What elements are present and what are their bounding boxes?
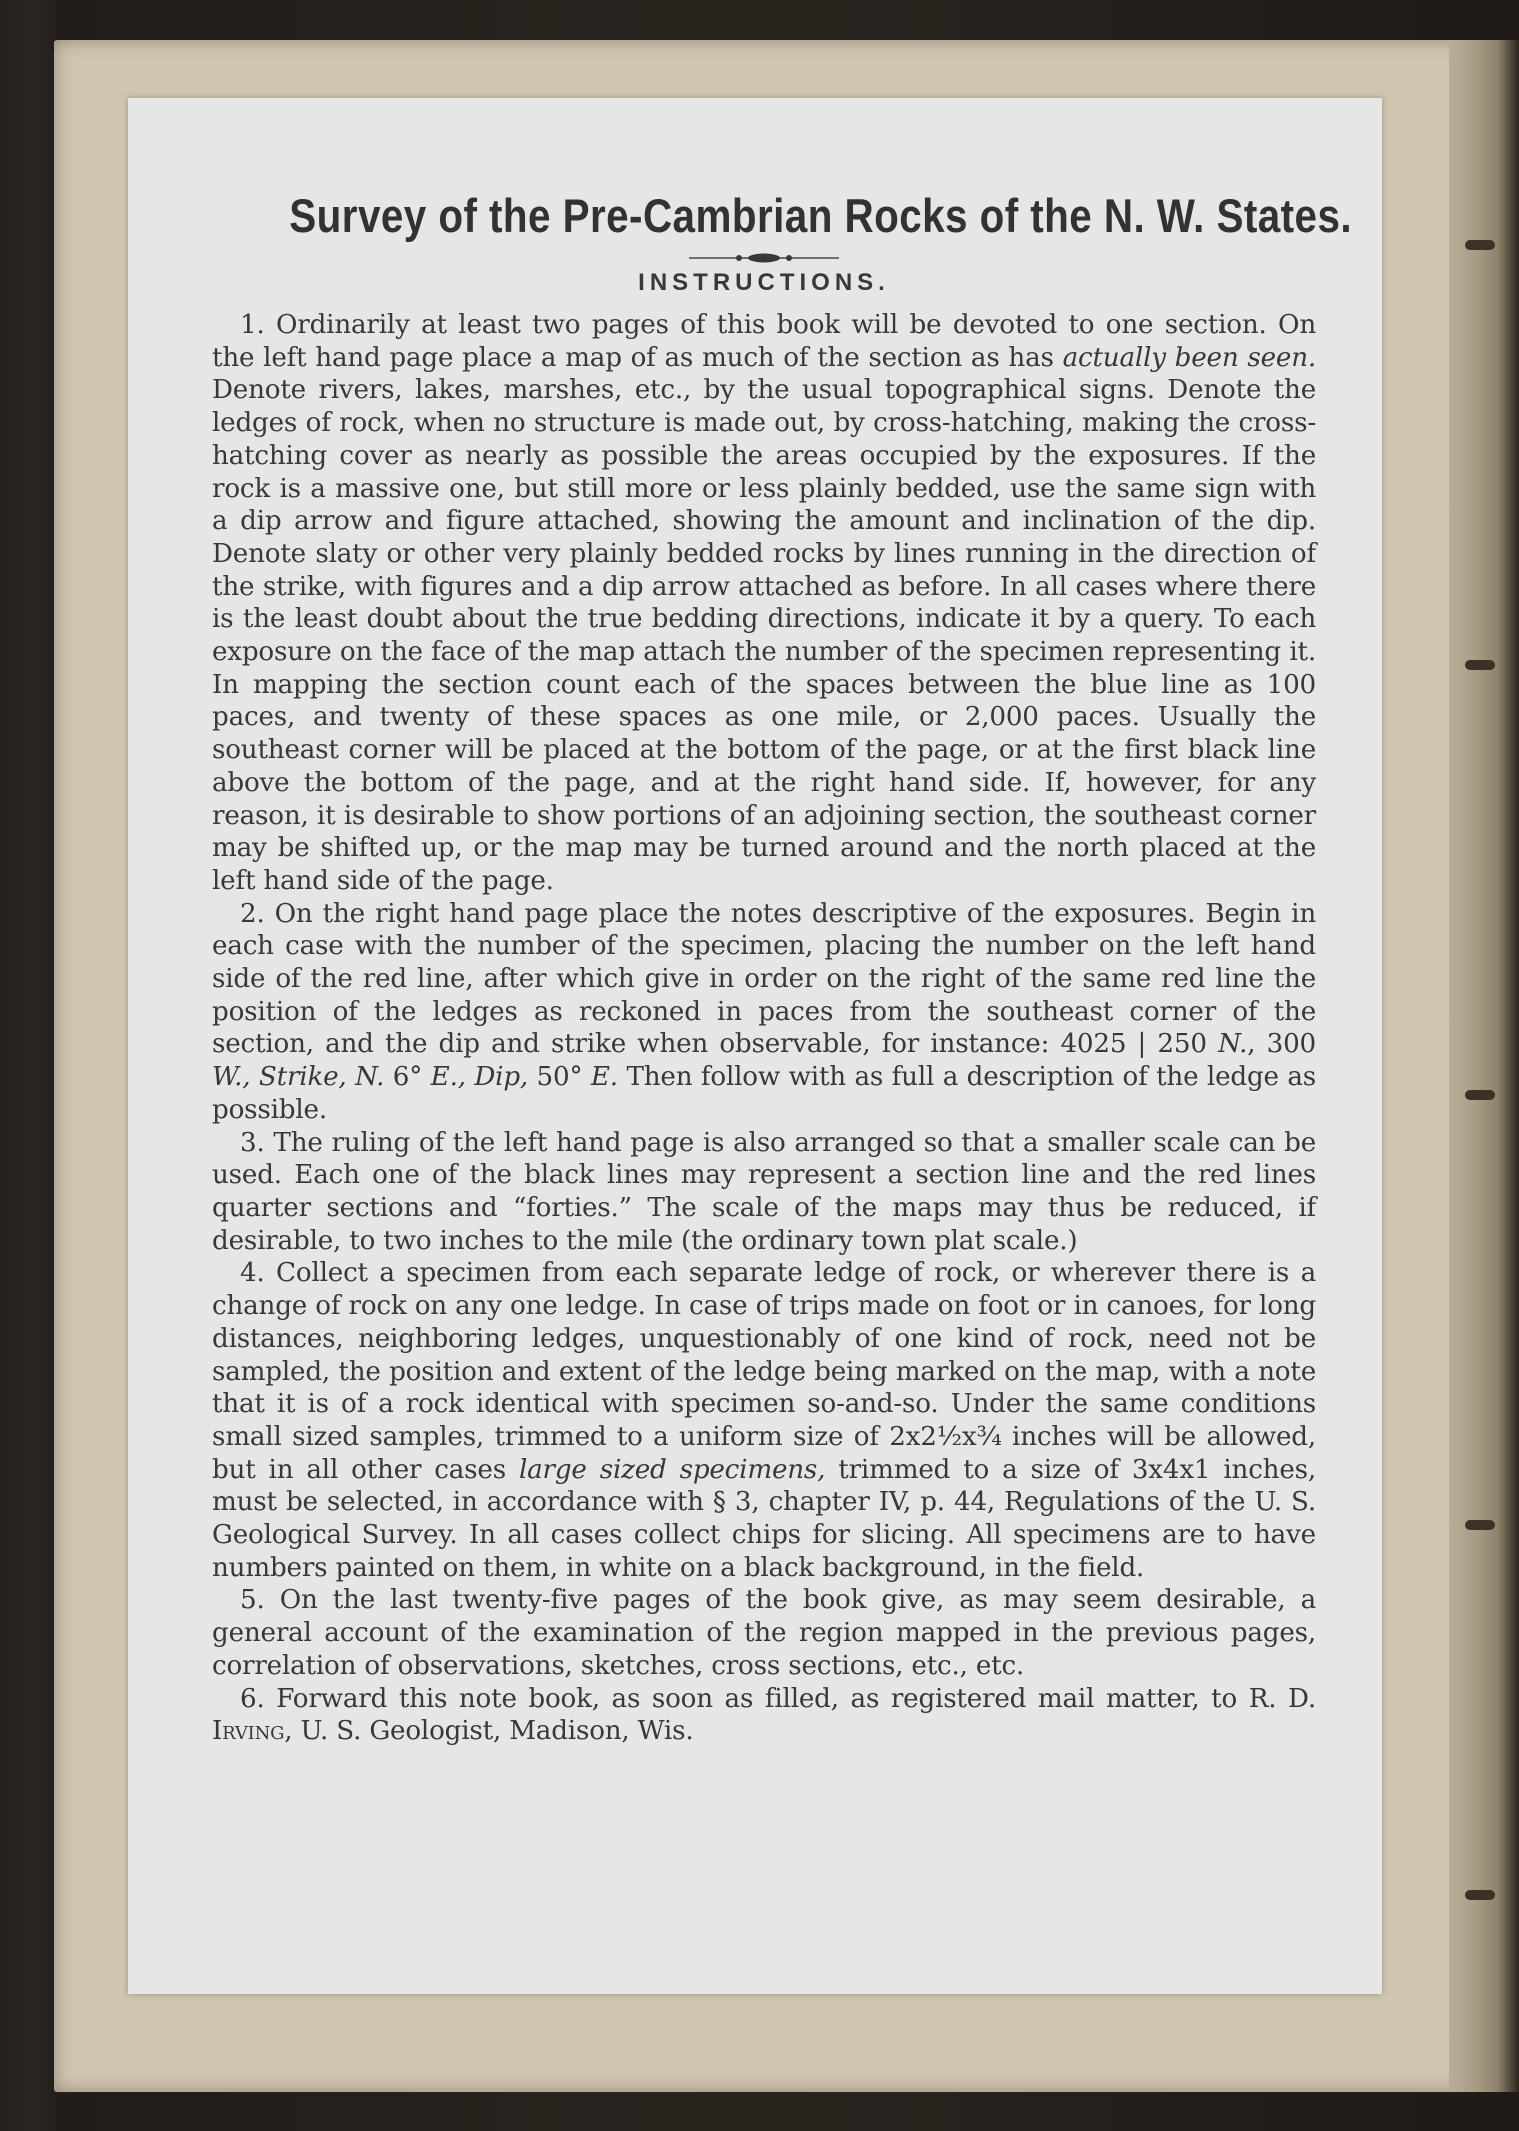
binding-stitch: [1465, 660, 1495, 670]
binding-stitch: [1465, 1520, 1495, 1530]
section-heading: INSTRUCTIONS.: [638, 269, 890, 296]
binding-stitch: [1465, 240, 1495, 250]
instruction-paragraph-6: 6. Forward this note book, as soon as filled, as registered mail matter, to R. D. Irving, U. S. Geologist, Madison, Wis.: [212, 1683, 1316, 1747]
instruction-paragraph-3: 3. The ruling of the left hand page is also arranged so that a smaller scale can be used. Each one of the black lines may represent a section line and the red lines quarter sections and “forties.” The scale of the maps may thus be reduced, if desirable, to two inches to the mile (the ordinary town plat scale.): [212, 1127, 1316, 1256]
instruction-paragraph-1: 1. Ordinarily at least two pages of this book will be devoted to one section. On the left hand page place a map of as much of the section as has actually been seen. Denote rivers, lakes, marshes, etc., by the usual topographical signs. Denote the ledges of rock, when no structure is made out, by cross-hatching, making the cross-hatching cover as nearly as possible the areas occupied by the exposures. If the rock is a massive one, but still more or less plainly bedded, use the same sign with a dip arrow and figure attached, showing the amount and inclination of the dip. Denote slaty or other very plainly bedded rocks by lines running in the direction of the strike, with figures and a dip arrow attached as before. In all cases where there is the least doubt about the true bedding directions, indicate it by a query. To each exposure on the face of the map attach the number of the specimen representing it. In mapping the section count each of the spaces between the blue line as 100 paces, and twenty of these spaces as one mile, or 2,000 paces. Usually the southeast corner will be placed at the bottom of the page, or at the first black line above the bottom of the page, and at the right hand side. If, however, for any reason, it is desirable to show portions of an adjoining section, the southeast corner may be shifted up, or the map may be turned around and the north placed at the left hand side of the page.: [212, 310, 1316, 896]
instruction-paragraph-5: 5. On the last twenty-five pages of the book give, as may seem desirable, a general account of the examination of the region mapped in the previous pages, correlation of observations, sketches, cross sections, etc., etc.: [212, 1585, 1316, 1681]
instruction-paragraph-2: 2. On the right hand page place the notes descriptive of the exposures. Begin in each case with the number of the specimen, placing the number on the left hand side of the red line, after which give in order on the right of the same red line the position of the ledges as reckoned in paces from the southeast corner of the section, and the dip and strike when observable, for instance: 4025 | 250 N., 300 W., Strike, N. 6° E., Dip, 50° E. Then follow with as full a description of the ledge as possible.: [212, 898, 1317, 1125]
sheet-content: [212, 188, 1353, 1748]
instruction-paragraph-4: 4. Collect a specimen from each separate ledge of rock, or wherever there is a change of rock on any one ledge. In case of trips made on foot or in canoes, for long distances, neighboring ledges, unquestionably of one kind of rock, need not be sampled, the position and extent of the ledge being marked on the map, with a note that it is of a rock identical with specimen so-and-so. Under the same conditions small sized samples, trimmed to a uniform size of 2x2½x¾ inches will be allowed, but in all other cases large sized specimens, trimmed to a size of 3x4x1 inches, must be selected, in accordance with § 3, chapter IV, p. 44, Regulations of the U. S. Geological Survey. In all cases collect chips for slicing. All specimens are to have numbers painted on them, in white on a black background, in the field.: [212, 1258, 1316, 1583]
ornament-divider-icon: [689, 251, 839, 265]
binding-stitch: [1465, 1890, 1495, 1900]
spine-edge: [1449, 40, 1519, 2092]
binding-stitch: [1465, 1090, 1495, 1100]
page-title: Survey of the Pre-Cambrian Rocks of the N. W. States.: [289, 189, 1353, 242]
instruction-sheet: [128, 98, 1382, 1994]
